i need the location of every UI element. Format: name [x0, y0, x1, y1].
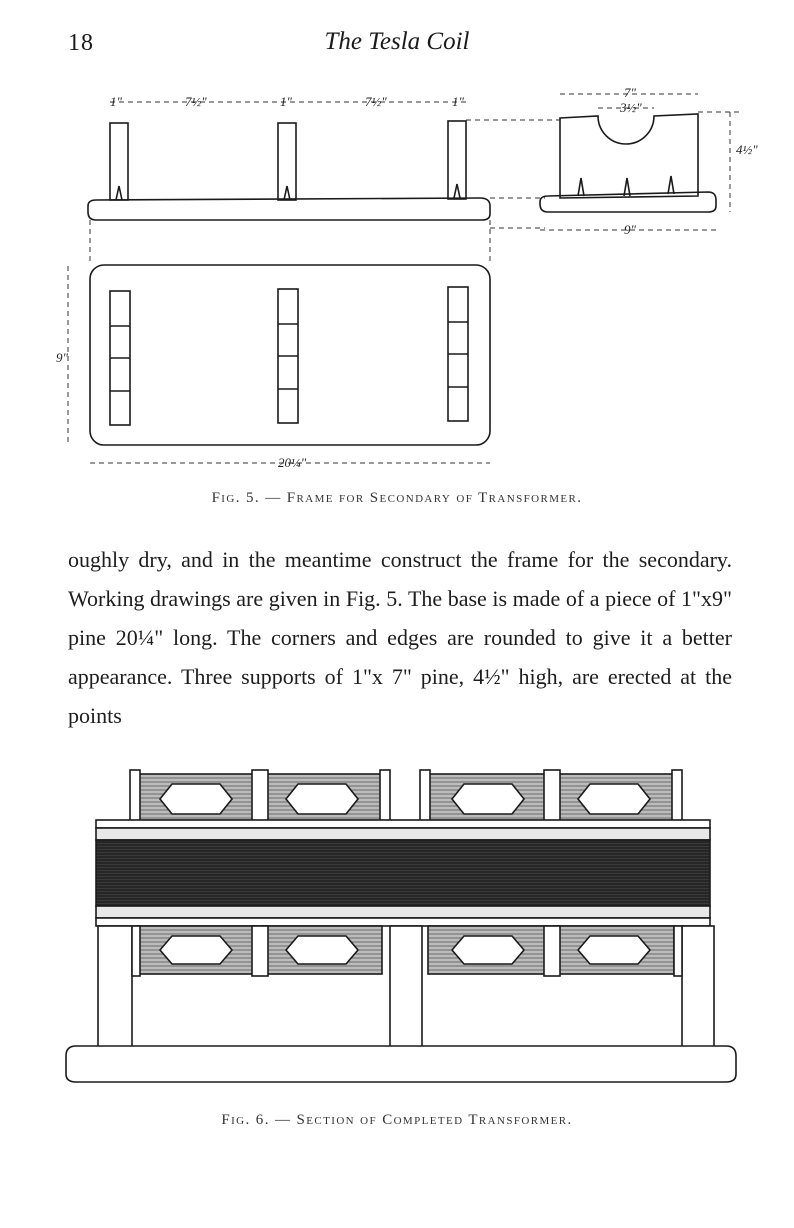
figure-5-drawing: [0, 78, 794, 478]
body-text: [68, 540, 732, 735]
dim-end-notch: 3½": [620, 100, 642, 115]
running-title: The Tesla Coil: [324, 28, 470, 55]
dim-end-height: 4½": [736, 142, 758, 157]
dim-post-mid: 1": [280, 94, 292, 109]
dim-plan-length: 20¼": [278, 455, 307, 470]
figure-5-caption: Fig. 5. — Frame for Secondary of Transformer.: [211, 490, 583, 506]
body-paragraph: oughly dry, and in the meantime construct the frame for the secondary. Working drawings are given in Fig. 5. The base is made of a piece of 1"x9" pine 20¼" long. The corners and edges are rounded to give it a better appearance. Three supports of 1"x 7" pine, 4½" high, are erected at the points: [68, 547, 732, 728]
dim-plan-width: 9": [56, 350, 68, 365]
page-number: 18: [68, 30, 94, 56]
dim-top-span-left: 7½": [185, 94, 207, 109]
dim-end-base: 9": [624, 222, 636, 237]
figure-6-caption: Fig. 6. — Section of Completed Transformer.: [221, 1112, 573, 1128]
page-header: [0, 28, 794, 64]
figure-6-drawing: [0, 760, 794, 1100]
dim-post-left: 1": [110, 94, 122, 109]
dim-post-right: 1": [452, 94, 464, 109]
dim-top-span-right: 7½": [365, 94, 387, 109]
dim-end-top: 7": [624, 85, 636, 100]
